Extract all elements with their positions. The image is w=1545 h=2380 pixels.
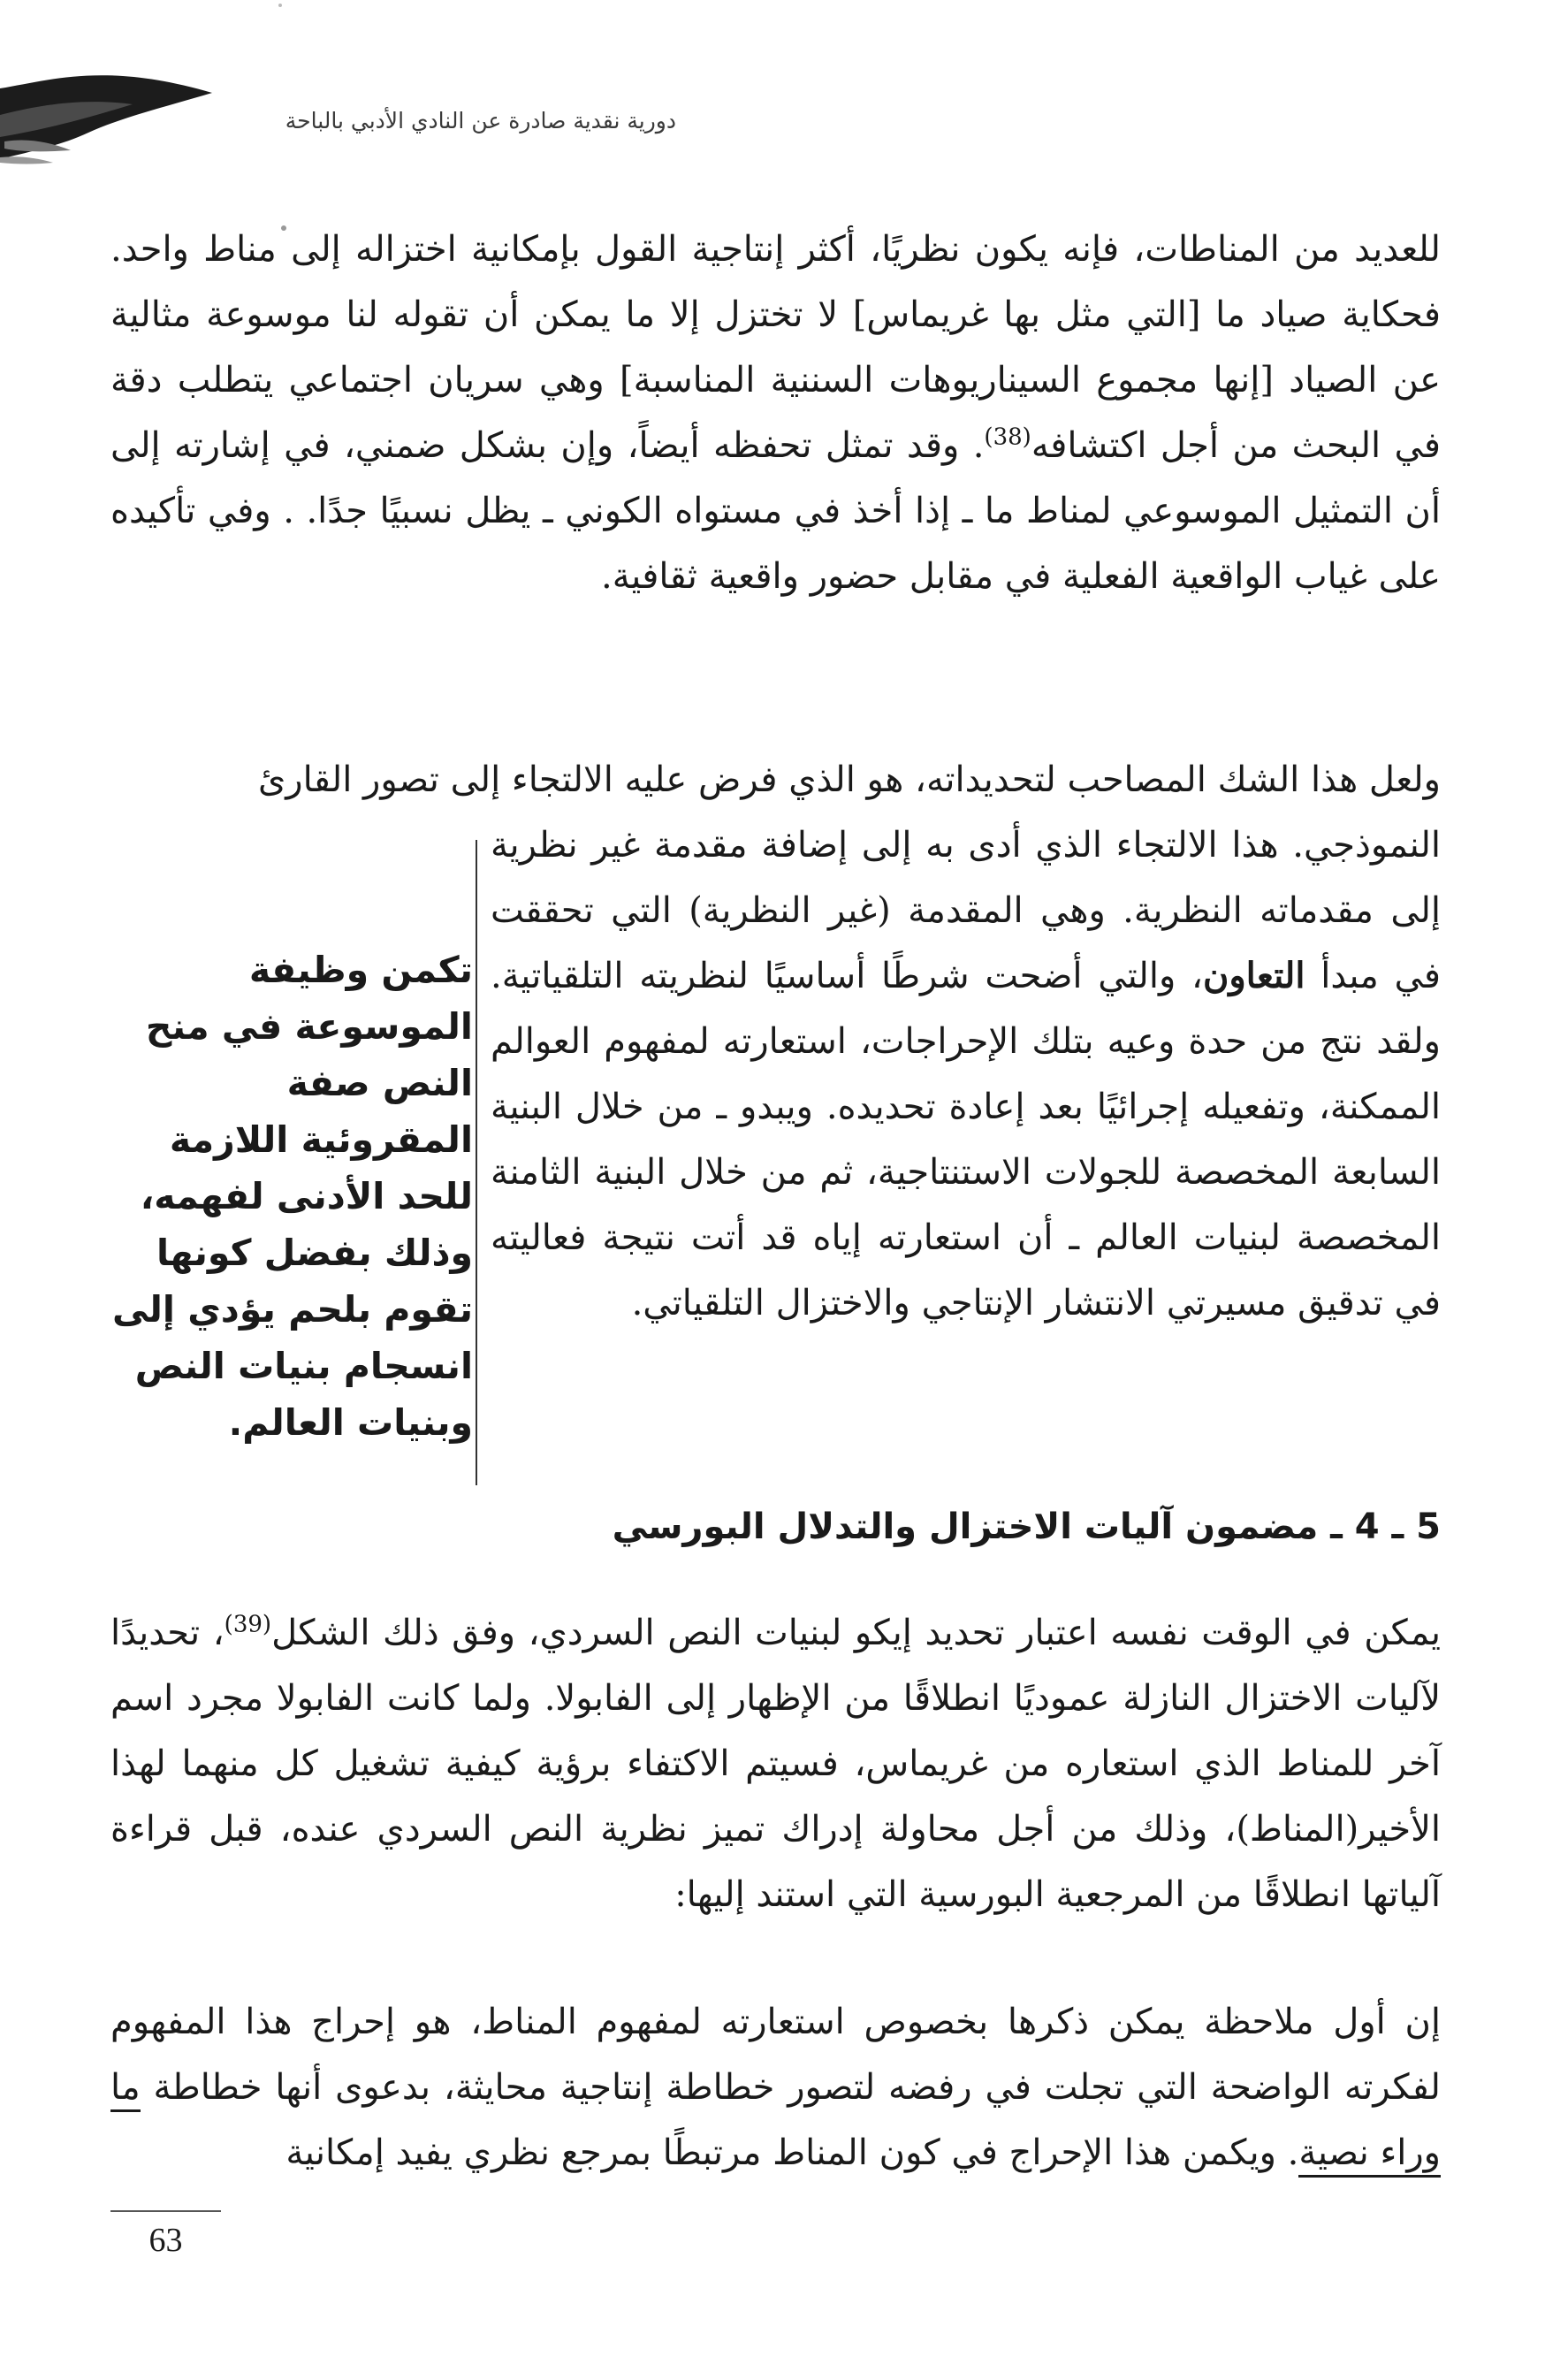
body-paragraph [110, 1989, 1441, 2185]
section-heading: 5 ـ 4 ـ مضمون آليات الاختزال والتدلال البورسي [612, 1507, 1441, 1547]
paragraph-text: للعديد من المناطات، فإنه يكون نظريًا، أكثر إنتاجية القول بإمكانية اختزاله إلى مناط واحد. فحكاية صياد ما [التي مثل بها غريماس] لا تختزل إلا ما يمكن أن تقوله لنا موسوعة مثالية عن الصياد [إنها مجموع السيناريوهات السننية المناسبة] وهي سريان اجتماعي يتطلب دقة في البحث من أجل اكتشافه [110, 229, 1442, 466]
paragraph-text: . وقد تمثل تحفظه أيضاً، وإن بشكل ضمني، في إشارته إلى أن التمثيل الموسوعي لمناط ما ـ إذا أخذ في مستواه الكوني ـ يظل نسبيًا جدًا. . وفي تأكيده على غياب الواقعية الفعلية في مقابل حضور واقعية ثقافية. [110, 425, 1442, 597]
underlined-phrase: ما وراء نصية [110, 2067, 1441, 2178]
pull-quote: تكمن وظيفة الموسوعة في منح النص صفة المقروئية اللازمة للحد الأدنى لفهمه، وذلك بفضل كونها تقوم بلحم يؤدي إلى انسجام بنيات النص وبنيات العالم. [112, 949, 473, 1444]
paragraph-text: إن أول ملاحظة يمكن ذكرها بخصوص استعارته لمفهوم المناط، هو إحراج هذا المفهوم لفكرته الواضحة التي تجلت في رفضه لتصور خطاطة إنتاجية محايثة، بدعوى أنها خطاطة [110, 2002, 1441, 2108]
page-number: 63 [148, 2222, 183, 2259]
body-paragraph [491, 812, 1441, 1336]
paragraph-text: يمكن في الوقت نفسه اعتبار تحديد إيكو لبنيات النص السردي، وفق ذلك الشكل [271, 1613, 1441, 1653]
body-paragraph-line: ولعل هذا الشك المصاحب لتحديداته، هو الذي فرض عليه الالتجاء إلى تصور القارئ [257, 759, 1441, 800]
pull-quote-rule [476, 840, 477, 1485]
emphasis-term: التعاون [1202, 955, 1305, 996]
paragraph-text: . ويكمن هذا الإحراج في كون المناط مرتبطًا بمرجع نظري يفيد إمكانية [285, 2132, 1299, 2173]
body-paragraph [110, 1600, 1441, 1927]
running-head: دورية نقدية صادرة عن النادي الأدبي بالباحة [285, 108, 676, 133]
page-number-rule [110, 2210, 221, 2212]
scan-speck [278, 4, 282, 7]
paragraph-text: ، والتي أضحت شرطًا أساسيًا لنظريته التلقياتية. ولقد نتج من حدة وعيه بتلك الإحراجات، استعارته لمفهوم العوالم الممكنة، وتفعيله إجرائيًا بعد إعادة تحديده. ويبدو ـ من خلال البنية السابعة المخصصة للجولات الاستنتاجية، ثم من خلال البنية الثامنة المخصصة لبنيات العالم ـ أن استعارته إياه قد أتت نتيجة فعاليته في تدقيق مسيرتي الانتشار الإنتاجي والاختزال التلقياتي. [491, 956, 1441, 1323]
footnote-ref: (39) [224, 1611, 272, 1638]
body-paragraph [110, 217, 1441, 609]
brush-stroke-icon [0, 53, 212, 177]
paragraph-text: ، تحديدًا لآليات الاختزال النازلة عموديًا انطلاقًا من الإظهار إلى الفابولا. ولما كانت الفابولا مجرد اسم آخر للمناط الذي استعاره من غريماس، فسيتم الاكتفاء برؤية كيفية تشغيل كل منهما لهذا الأخير(المناط)، وذلك من أجل محاولة إدراك تميز نظرية النص السردي عنده، قبل قراءة آلياتها انطلاقًا من المرجعية البورسية التي استند إليها: [110, 1613, 1441, 1915]
paragraph-text: النموذجي. هذا الالتجاء الذي أدى به إلى إضافة مقدمة غير نظرية إلى مقدماته النظرية. وهي المقدمة (غير النظرية) التي تحققت في مبدأ [491, 825, 1442, 996]
footnote-ref: (38) [984, 423, 1031, 451]
